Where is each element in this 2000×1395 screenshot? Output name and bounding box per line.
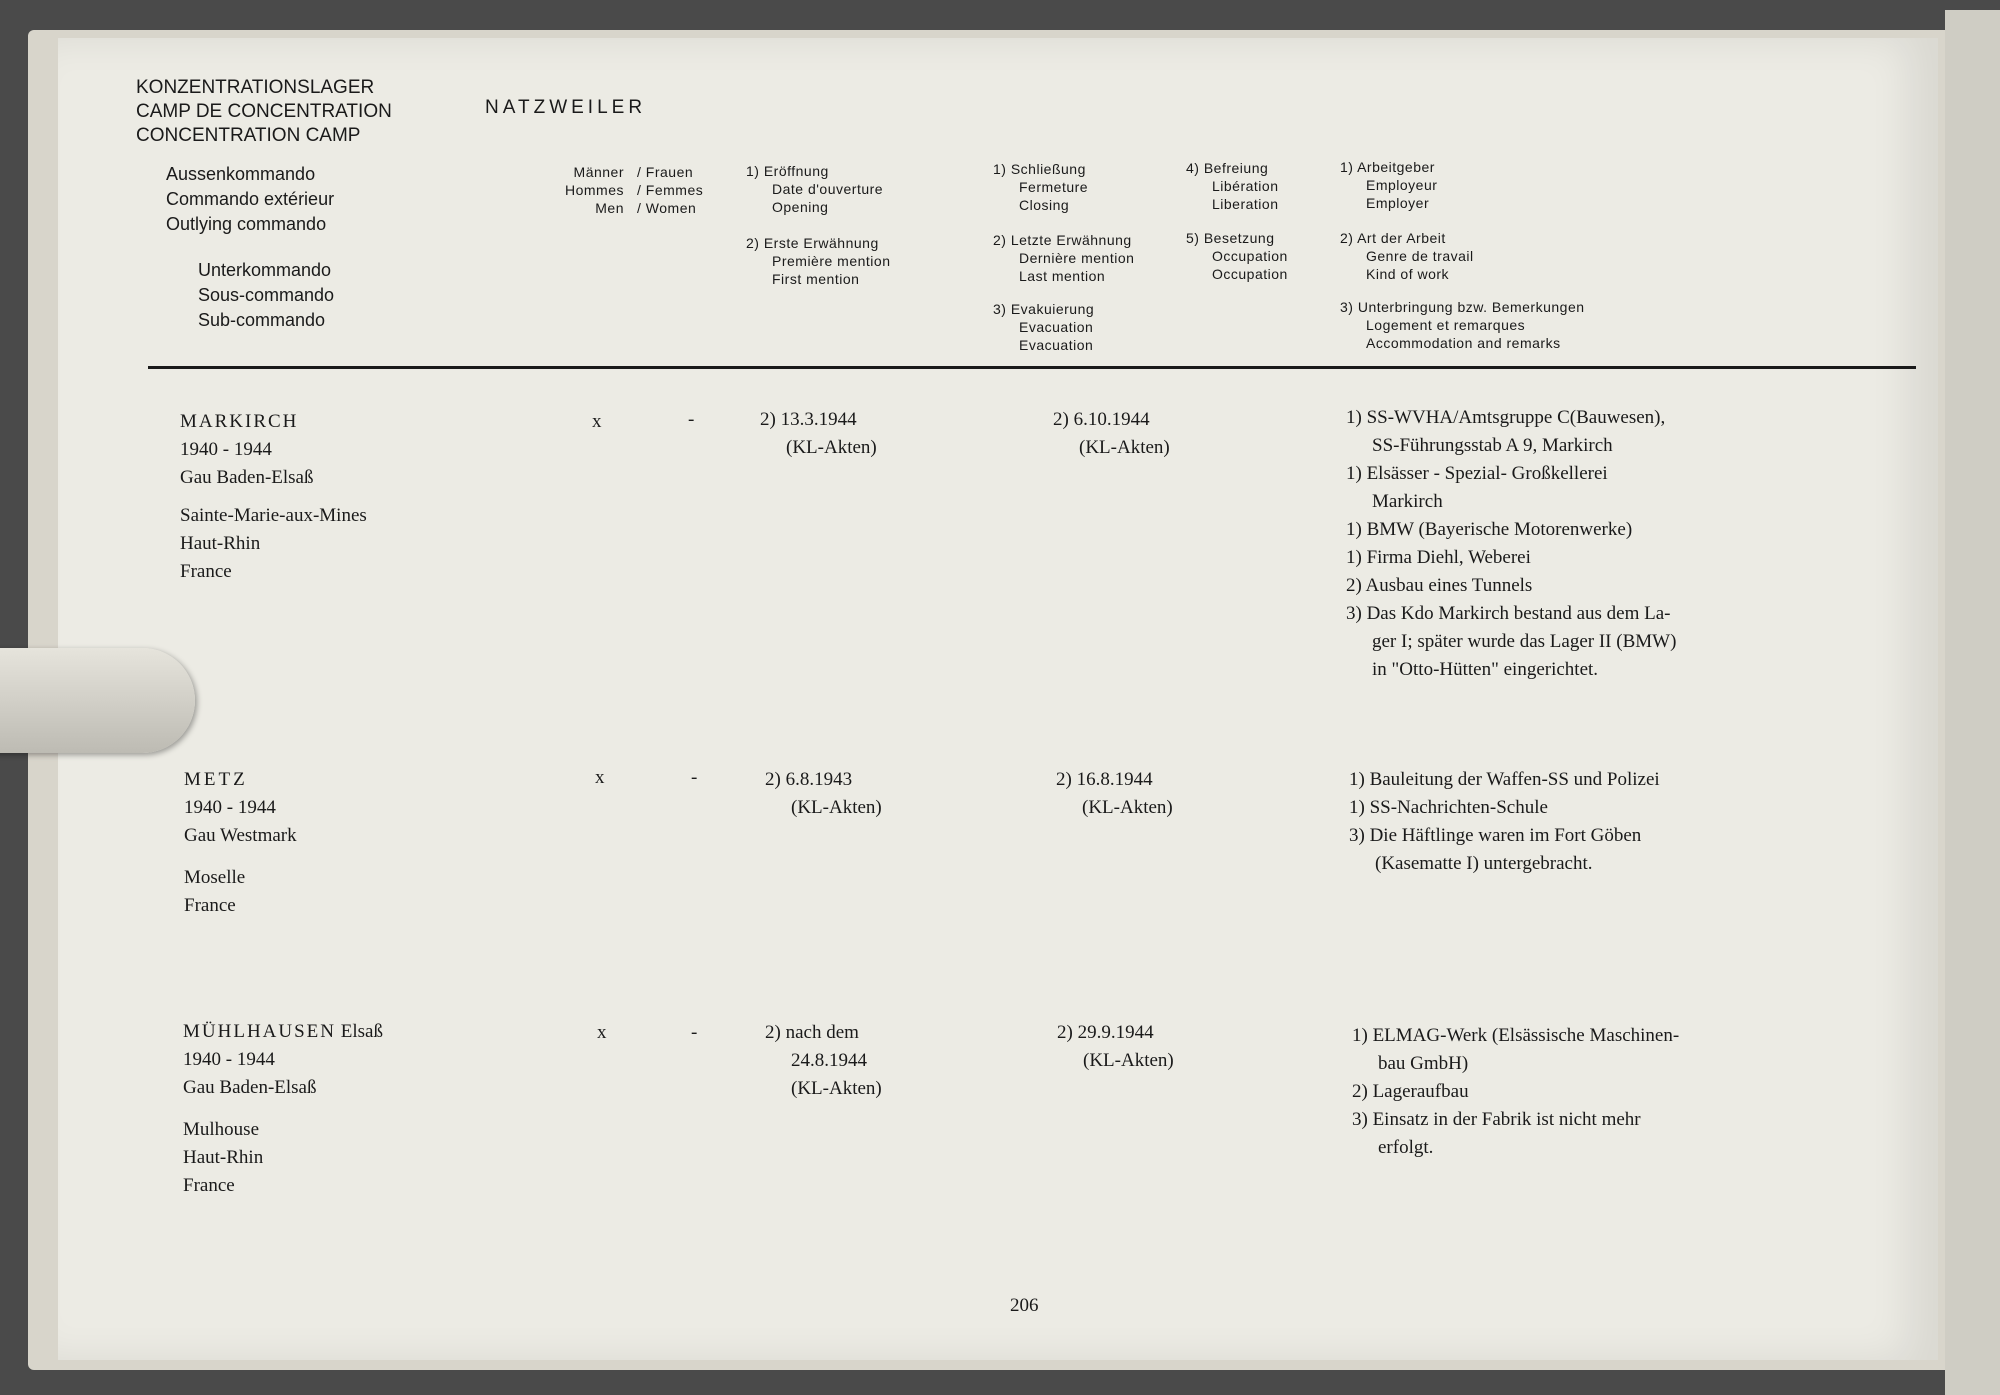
outer-commando-label [166,162,334,237]
entry-place-1: Moselle [184,867,246,888]
remark-line: ger I; später wurde das Lager II (BMW) [1372,631,1677,652]
remark-line: 1) SS-WVHA/Amtsgruppe C(Bauwesen), [1346,407,1666,428]
employer-fr: Employeur [1366,177,1438,193]
employer-header [1340,158,1437,212]
facing-page-edge [1945,10,2000,1395]
entry-place-2: Haut-Rhin [180,533,261,554]
women-de: / Frauen [637,164,694,180]
entry-markirch-men: x [592,411,602,432]
entry-muehlhausen-men: x [597,1022,607,1043]
last-mention-header [993,231,1134,285]
entry-name-line [183,1018,383,1046]
work-fr: Genre de travail [1366,248,1474,264]
remark-line: 1) SS-Nachrichten-Schule [1349,797,1548,818]
remark-line: Markirch [1372,491,1443,512]
remark-line: (Kasematte I) untergebracht. [1375,853,1593,874]
closing-fr: Fermeture [1019,179,1089,195]
entry-markirch-place [180,408,367,586]
opening-date: 2) 6.8.1943 [765,769,853,790]
page-number: 206 [1010,1295,1039,1316]
entry-metz-closing [1056,766,1173,822]
entry-place-3: France [180,561,232,582]
accommodation-de: 3) Unterbringung bzw. Bemerkungen [1340,299,1585,315]
closing-source: (KL-Akten) [1082,797,1173,818]
men-header [552,163,624,217]
sub-fr: Sous-commando [198,285,335,305]
opening-de: 1) Eröffnung [746,163,829,179]
entry-muehlhausen-closing [1057,1019,1174,1075]
liberation-fr: Libération [1212,178,1279,194]
entry-muehlhausen-place [183,1018,383,1200]
first-mention-en: First mention [772,271,860,287]
camp-name: NATZWEILER [485,97,647,118]
remark-line: 2) Lageraufbau [1352,1081,1469,1102]
camp-title-fr: CAMP DE CONCENTRATION [136,101,392,122]
sub-commando-label [198,258,334,333]
entry-years: 1940 - 1944 [180,439,272,460]
accommodation-fr: Logement et remarques [1366,317,1526,333]
entry-gau: Gau Baden-Elsaß [180,467,314,488]
entry-markirch-opening [760,406,877,462]
remark-line: bau GmbH) [1378,1053,1469,1074]
sub-de: Unterkommando [198,260,332,280]
men-fr: Hommes [564,182,624,198]
remark-line: 1) Firma Diehl, Weberei [1346,547,1531,568]
entry-metz-place [184,766,297,920]
women-fr: / Femmes [637,182,704,198]
remark-line: erfolgt. [1378,1137,1434,1158]
closing-date: 2) 16.8.1944 [1056,769,1153,790]
remark-line: in "Otto-Hütten" eingerichtet. [1372,659,1599,680]
entry-metz-remarks [1349,766,1660,878]
entry-place-1: Mulhouse [183,1119,259,1140]
entry-years: 1940 - 1944 [184,797,276,818]
closing-source: (KL-Akten) [1079,437,1170,458]
entry-place-2: France [184,895,236,916]
entry-metz-women: - [691,767,698,788]
occupation-header [1186,229,1288,283]
opening-source: (KL-Akten) [791,797,882,818]
entry-muehlhausen-women: - [691,1022,698,1043]
liberation-en: Liberation [1212,196,1279,212]
entry-name: MARKIRCH [180,411,299,432]
entry-name: METZ [184,769,248,790]
header-rule [148,366,1916,369]
closing-en: Closing [1019,197,1070,213]
entry-gau: Gau Westmark [184,825,297,846]
closing-source: (KL-Akten) [1083,1050,1174,1071]
entry-place-3: France [183,1175,235,1196]
closing-date: 2) 29.9.1944 [1057,1022,1154,1043]
accommodation-header [1340,298,1585,352]
closing-de: 1) Schließung [993,161,1086,177]
women-en: / Women [637,200,697,216]
accommodation-en: Accommodation and remarks [1366,335,1561,351]
work-de: 2) Art der Arbeit [1340,230,1446,246]
last-mention-fr: Dernière mention [1019,250,1135,266]
camp-title-de: KONZENTRATIONSLAGER [136,77,375,98]
remark-line: 3) Das Kdo Markirch bestand aus dem La- [1346,603,1671,624]
occupation-fr: Occupation [1212,248,1288,264]
remark-line: 1) Elsässer - Spezial- Großkellerei [1346,463,1608,484]
outer-fr: Commando extérieur [166,189,335,209]
evacuation-de: 3) Evakuierung [993,301,1095,317]
opening-date-2: 24.8.1944 [791,1050,867,1071]
sub-en: Sub-commando [198,310,326,330]
liberation-de: 4) Befreiung [1186,160,1269,176]
last-mention-de: 2) Letzte Erwähnung [993,232,1132,248]
entry-muehlhausen-opening [765,1019,882,1103]
evacuation-en: Evacuation [1019,337,1094,353]
occupation-de: 5) Besetzung [1186,230,1275,246]
employer-en: Employer [1366,195,1430,211]
remark-line: 1) ELMAG-Werk (Elsässische Maschinen- [1352,1025,1680,1046]
opening-date: 2) 13.3.1944 [760,409,857,430]
remark-line: 2) Ausbau eines Tunnels [1346,575,1533,596]
evacuation-fr: Evacuation [1019,319,1094,335]
entry-name: MÜHLHAUSEN [183,1021,336,1042]
entry-place-1: Sainte-Marie-aux-Mines [180,505,367,526]
opening-source: (KL-Akten) [791,1078,882,1099]
entry-place-2: Haut-Rhin [183,1147,264,1168]
entry-muehlhausen-remarks [1352,1022,1679,1162]
occupation-en: Occupation [1212,266,1288,282]
remark-line: SS-Führungsstab A 9, Markirch [1372,435,1613,456]
opening-header [746,162,883,216]
outer-en: Outlying commando [166,214,327,234]
entry-years: 1940 - 1944 [183,1049,275,1070]
remark-line: 3) Einsatz in der Fabrik ist nicht mehr [1352,1109,1641,1130]
men-de: Männer [573,164,624,180]
entry-markirch-women: - [688,409,695,430]
work-header [1340,229,1474,283]
first-mention-fr: Première mention [772,253,891,269]
remark-line: 3) Die Häftlinge waren im Fort Göben [1349,825,1642,846]
last-mention-en: Last mention [1019,268,1106,284]
page-clip [0,648,195,753]
entry-metz-men: x [595,767,605,788]
camp-title-en: CONCENTRATION CAMP [136,125,361,146]
evacuation-header [993,300,1094,354]
employer-de: 1) Arbeitgeber [1340,159,1435,175]
closing-header [993,160,1088,214]
closing-date: 2) 6.10.1944 [1053,409,1150,430]
entry-metz-opening [765,766,882,822]
entry-markirch-remarks [1346,404,1676,684]
entry-markirch-closing [1053,406,1170,462]
first-mention-header [746,234,891,288]
liberation-header [1186,159,1279,213]
opening-fr: Date d'ouverture [772,181,884,197]
remark-line: 1) Bauleitung der Waffen-SS und Polizei [1349,769,1660,790]
work-en: Kind of work [1366,266,1450,282]
men-en: Men [595,200,624,216]
remark-line: 1) BMW (Bayerische Motorenwerke) [1346,519,1633,540]
first-mention-de: 2) Erste Erwähnung [746,235,879,251]
women-header [637,163,703,217]
entry-name-suffix: Elsaß [340,1021,383,1042]
opening-en: Opening [772,199,829,215]
opening-source: (KL-Akten) [786,437,877,458]
camp-title-block [136,76,392,148]
entry-gau: Gau Baden-Elsaß [183,1077,317,1098]
opening-date: 2) nach dem [765,1022,859,1043]
outer-de: Aussenkommando [166,164,316,184]
